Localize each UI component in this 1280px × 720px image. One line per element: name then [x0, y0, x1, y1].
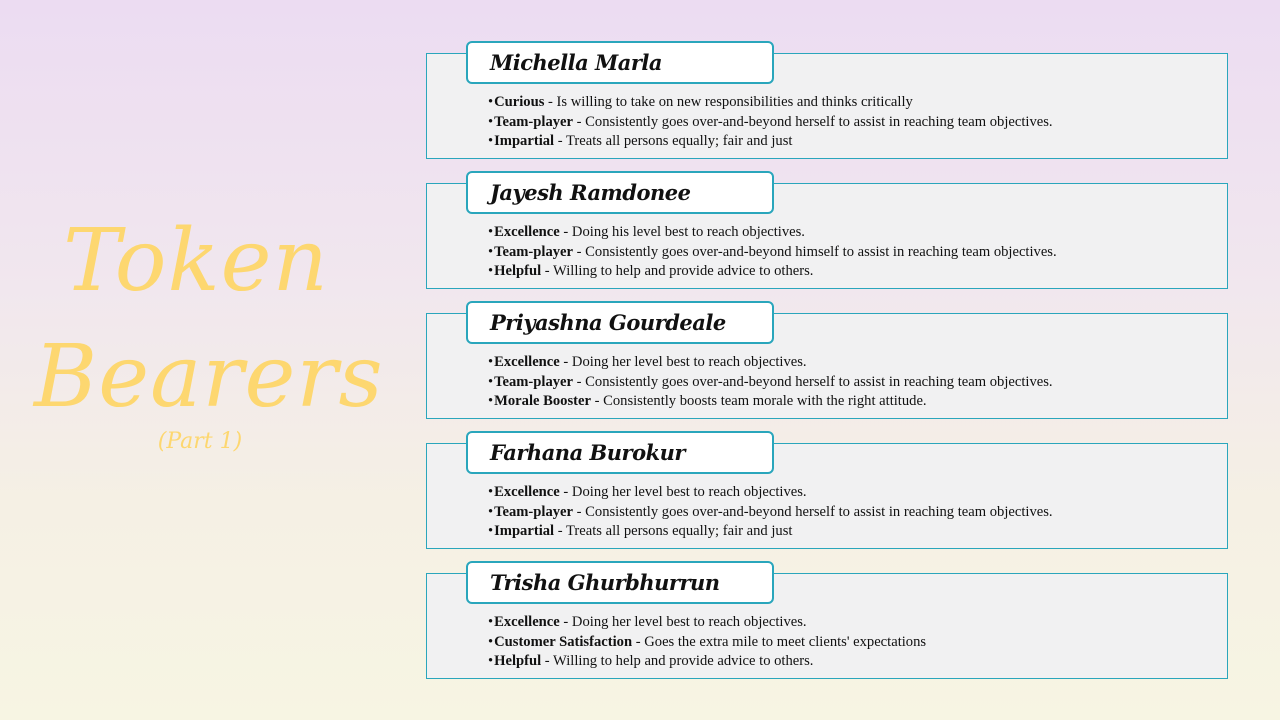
trait-item: •Impartial - Treats all persons equally; fair and just — [488, 523, 793, 539]
trait-label: Team-player — [494, 373, 574, 390]
trait-label: Helpful — [494, 263, 542, 279]
person-name: Trisha Ghurbhurrun — [466, 561, 774, 604]
trait-desc: - Doing her level best to reach objectives. — [559, 614, 807, 630]
trait-label: Helpful — [494, 653, 542, 669]
trait-label: Impartial — [494, 133, 555, 149]
trait-item: •Helpful - Willing to help and provide advice to others. — [488, 653, 814, 669]
trait-item: •Excellence - Doing her level best to reach objectives. — [488, 354, 807, 370]
person-name: Jayesh Ramdonee — [466, 171, 774, 214]
title-line-token: Token — [63, 211, 329, 311]
trait-item: •Excellence - Doing her level best to reach objectives. — [488, 484, 807, 500]
trait-item: •Excellence - Doing her level best to reach objectives. — [488, 614, 807, 630]
trait-desc: - Goes the extra mile to meet clients' expectations — [632, 633, 927, 650]
person-name: Priyashna Gourdeale — [466, 301, 774, 344]
person-name: Farhana Burokur — [466, 431, 774, 474]
trait-item: •Morale Booster - Consistently boosts team morale with the right attitude. — [488, 393, 927, 409]
trait-item: •Team-player - Consistently goes over-and-beyond herself to assist in reaching team objectives. — [488, 113, 1053, 130]
person-card — [426, 171, 1230, 279]
trait-label: Excellence — [494, 614, 560, 630]
trait-label: Team-player — [494, 503, 574, 520]
trait-label: Team-player — [494, 243, 574, 260]
person-name: Michella Marla — [466, 41, 774, 84]
subtitle-part: (Part 1) — [157, 429, 243, 454]
trait-desc: - Willing to help and provide advice to others. — [541, 263, 814, 279]
person-card — [426, 41, 1230, 149]
person-card — [426, 431, 1230, 539]
trait-list — [488, 93, 1053, 152]
trait-item: •Impartial - Treats all persons equally; fair and just — [488, 133, 793, 149]
trait-list — [488, 483, 1053, 542]
trait-desc: - Consistently boosts team morale with the right attitude. — [590, 393, 927, 409]
trait-item: •Curious - Is willing to take on new responsibilities and thinks critically — [488, 94, 913, 110]
trait-desc: - Is willing to take on new responsibilities and thinks critically — [544, 94, 913, 110]
trait-item: •Excellence - Doing his level best to reach objectives. — [488, 224, 805, 240]
trait-item: •Team-player - Consistently goes over-and-beyond herself to assist in reaching team objectives. — [488, 373, 1053, 390]
trait-desc: - Willing to help and provide advice to others. — [541, 653, 814, 669]
trait-desc: - Treats all persons equally; fair and just — [554, 133, 793, 149]
trait-item: •Customer Satisfaction - Goes the extra mile to meet clients' expectations — [488, 633, 927, 650]
trait-label: Excellence — [494, 354, 560, 370]
trait-item: •Team-player - Consistently goes over-and-beyond herself to assist in reaching team objectives. — [488, 503, 1053, 520]
trait-desc: - Consistently goes over-and-beyond herself to assist in reaching team objectives. — [573, 503, 1053, 520]
trait-label: Excellence — [494, 484, 560, 500]
title-block — [34, 211, 384, 454]
trait-label: Impartial — [494, 523, 555, 539]
trait-desc: - Doing her level best to reach objectives. — [559, 484, 807, 500]
trait-label: Curious — [494, 94, 545, 110]
trait-desc: - Consistently goes over-and-beyond herself to assist in reaching team objectives. — [573, 373, 1053, 390]
trait-desc: - Doing his level best to reach objectives. — [559, 224, 805, 240]
person-card — [426, 301, 1230, 409]
trait-label: Morale Booster — [494, 393, 591, 409]
trait-desc: - Treats all persons equally; fair and just — [554, 523, 793, 539]
trait-label: Excellence — [494, 224, 560, 240]
trait-desc: - Consistently goes over-and-beyond himself to assist in reaching team objectives. — [573, 243, 1057, 260]
trait-label: Team-player — [494, 113, 574, 130]
trait-desc: - Doing her level best to reach objectives. — [559, 354, 807, 370]
title-line-bearers: Bearers — [34, 327, 384, 427]
trait-list — [488, 223, 1057, 282]
trait-desc: - Consistently goes over-and-beyond herself to assist in reaching team objectives. — [573, 113, 1053, 130]
trait-list — [488, 613, 926, 672]
trait-label: Customer Satisfaction — [494, 633, 633, 650]
person-card — [426, 561, 1230, 669]
trait-item: •Team-player - Consistently goes over-and-beyond himself to assist in reaching team objectives. — [488, 243, 1057, 260]
trait-list — [488, 353, 1053, 412]
trait-item: •Helpful - Willing to help and provide advice to others. — [488, 263, 814, 279]
